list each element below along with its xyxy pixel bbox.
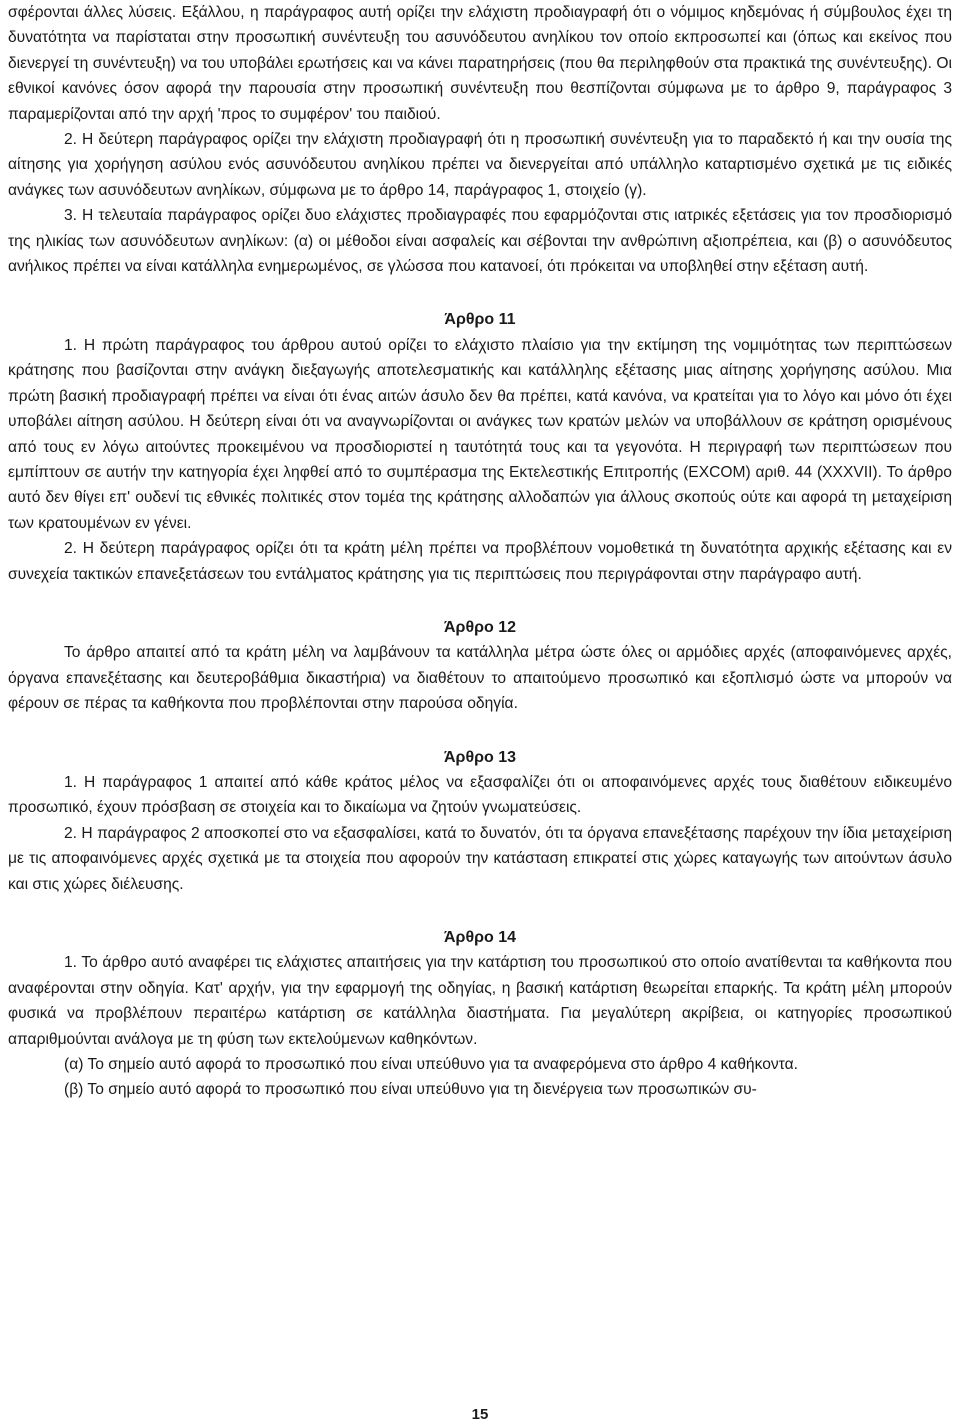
article-14-item-a: (α) Το σημείο αυτό αφορά το προσωπικό που είναι υπεύθυνο για τα αναφερόμενα στο άρθρο 4 καθήκοντα. [64,1056,798,1074]
article-13-paragraph-2: 2. Η παράγραφος 2 αποσκοπεί στο να εξασφαλίσει, κατά το δυνατόν, ότι τα όργανα επανεξέτασης παρέχουν την ίδια μεταχείριση με τις αποφαινόμενες αρχές σχετικά με τα στοιχεία που αφορούν την κατάσταση επικρατεί στις χώρες καταγωγής των αιτούντων άσυλο και στις χώρες διέλευσης. [8,824,952,893]
article-13-paragraph-1: 1. Η παράγραφος 1 απαιτεί από κάθε κράτος μέλος να εξασφαλίζει ότι οι αποφαινόμενες αρχές τους διαθέτουν ειδικευμένο προσωπικό, έχουν πρόσβαση σε στοιχεία και το δικαίωμα να ζητούν γνωματεύσεις. [8,773,952,817]
page-number: 15 [471,1406,489,1423]
document-page [8,0,952,1103]
intro-paragraph-2: 2. Η δεύτερη παράγραφος ορίζει την ελάχιστη προδιαγραφή ότι η προσωπική συνέντευξη για το παραδεκτό ή και την ουσία της αίτησης για χορήγηση ασύλου ενός ασυνόδευτου ανηλίκου πρέπει να διενεργείται από υπάλληλο καταρτισμένο σχετικά με τις ειδικές ανάγκες των ασυνόδευτων ανηλίκων, σύμφωνα με το άρθρο 14, παράγραφος 1, στοιχείο (γ). [8,131,952,199]
intro-paragraph-3: 3. Η τελευταία παράγραφος ορίζει δυο ελάχιστες προδιαγραφές που εφαρμόζονται στις ιατρικές εξετάσεις για τον προσδιορισμό της ηλικίας των ασυνόδευτων ανηλίκων: (α) οι μέθοδοι είναι ασφαλείς και σέβονται την ανθρώπινη αξιοπρέπεια, και (β) ο ασυνόδευτος ανήλικος πρέπει να είναι κατάλληλα ενημερωμένος, σε γλώσσα που κατανοεί, ότι πρόκειται να υποβληθεί στην εξέταση αυτή. [8,207,952,276]
article-13-heading: Άρθρο 13 [443,748,516,766]
section-gap [8,587,952,615]
article-14-paragraph-1: 1. Το άρθρο αυτό αναφέρει τις ελάχιστες απαιτήσεις για την κατάρτιση του προσωπικού στο οποίο ανατίθενται τα καθήκοντα που αναφέρονται στην οδηγία. Κατ' αρχήν, για την εφαρμογή της οδηγίας, η βασική κατάρτιση θεωρείται επαρκής. Τα κράτη μέλη μπορούν φυσικά να προβλέπουν περαιτέρω κατάρτιση σε κατάλληλα διαστήματα. Για μεγαλύτερη ακρίβεια, οι κατηγορίες προσωπικού απαριθμούνται ανάλογα με τη φύση των εκτελούμενων καθηκόντων. [8,954,952,1048]
article-12-heading: Άρθρο 12 [443,618,516,636]
article-14-heading: Άρθρο 14 [443,929,516,946]
intro-paragraph-1: σφέρονται άλλες λύσεις. Εξάλλου, η παράγραφος αυτή ορίζει την ελάχιστη προδιαγραφή ότι ο νόμιμος κηδεμόνας ή σύμβουλος έχει τη δυνατότητα να παρίσταται στην προσωπική συνέντευξη του ασυνόδευτου ανηλίκου τον οποίο εκπροσωπεί και (όπως και εκείνος που διενεργεί τη συνέντευξη) να του υποβάλει ερωτήσεις και να κάνει παρατηρήσεις (που θα περιληφθούν στα πρακτικά της συνέντευξης). Οι εθνικοί κανόνες όσον αφορά την παρουσία στην προσωπική συνέντευξη που θεσπίζονται σύμφωνα με το άρθρο 9, παράγραφος 3 παραμερίζονται από την αρχή 'προς το συμφέρον' του παιδιού. [8,4,952,123]
article-11-paragraph-2: 2. Η δεύτερη παράγραφος ορίζει ότι τα κράτη μέλη πρέπει να προβλέπουν νομοθετικά τη δυνατότητα αρχικής εξέτασης και εν συνεχεία τακτικών επανεξετάσεων του εντάλματος κράτησης για τις περιπτώσεις που περιγράφονται στην παράγραφο αυτή. [8,540,952,583]
section-gap [8,717,952,745]
article-14-item-b: (β) Το σημείο αυτό αφορά το προσωπικό που είναι υπεύθυνο για τη διενέργεια των προσωπικών συ- [64,1081,757,1099]
section-gap [8,897,952,925]
article-11-paragraph-1: 1. Η πρώτη παράγραφος του άρθρου αυτού ορίζει το ελάχιστο πλαίσιο για την εκτίμηση της νομιμότητας των περιπτώσεων κράτησης που βασίζονται στην ανάγκη διεξαγωγής αποτελεσματικής και κατάλληλης εξέτασης μιας αίτησης χορήγησης ασύλου. Μια πρώτη βασική προδιαγραφή πρέπει να είναι ότι ένας αιτών άσυλο δεν θα πρέπει, κατά κανόνα, να κρατείται για το λόγο και μόνο ότι έχει υποβάλει αίτηση ασύλου. Η δεύτερη είναι ότι να αναγνωρίζονται οι ανάγκες των κρατών μελών να υποβάλλουν σε κράτηση ορισμένους από τους εν λόγω αιτούντες προκειμένου να προσδιοριστεί η ταυτότητά τους και τα γεγονότα. Η περιγραφή των περιπτώσεων που εμπίπτουν σε αυτήν την κατηγορία έχει ληφθεί από το συμπέρασμα της Εκτελεστικής Επιτροπής (EXCOM) αριθ. 44 (XXXVII). Το άρθρο αυτό δεν θίγει επ' ουδενί τις εθνικές πολιτικές στον τομέα της κράτησης αλλοδαπών για άλλους σκοπούς ούτε και αφορά τη μεταχείριση των κρατουμένων εν γένει. [8,336,952,532]
article-11-heading: Άρθρο 11 [444,311,516,329]
section-gap [8,279,952,307]
article-12-paragraph-1: Το άρθρο απαιτεί από τα κράτη μέλη να λαμβάνουν τα κατάλληλα μέτρα ώστε όλες οι αρμόδιες αρχές (αποφαινόμενες αρχές, όργανα επανεξέτασης και δευτεροβάθμια δικαστήρια) να διαθέτουν το απαιτούμενο προσωπικό και εξοπλισμό ώστε να μπορούν να φέρουν σε πέρας τα καθήκοντα που προβλέπονται στην παρούσα οδηγία. [8,644,952,713]
